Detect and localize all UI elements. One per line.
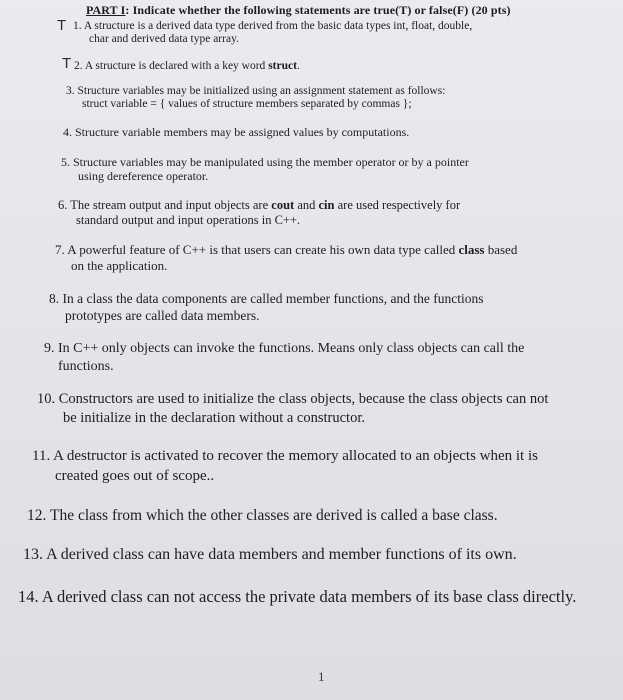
question-text: A destructor is activated to recover the memory allocated to an objects when it is <box>53 448 538 464</box>
question-6 <box>58 198 460 228</box>
question-line <box>58 213 460 228</box>
question-line <box>66 98 445 111</box>
question-text: using dereference operator. <box>78 169 209 183</box>
question-text: standard output and input operations in C++. <box>76 213 301 227</box>
question-line <box>37 390 548 409</box>
question-line <box>44 340 524 358</box>
question-1 <box>73 20 472 46</box>
question-number: 10. <box>37 391 56 407</box>
question-10 <box>37 390 548 428</box>
question-number: 7. <box>55 242 65 257</box>
question-number: 3. <box>66 85 75 97</box>
question-text: char and derived data type array. <box>89 33 239 45</box>
question-text: A derived class can not access the private data members of its base class directly. <box>41 587 577 606</box>
question-text: Structure variable members may be assigned values by computations. <box>75 125 410 139</box>
question-8 <box>49 290 483 324</box>
question-line <box>32 446 538 466</box>
question-text: functions. <box>58 359 114 374</box>
question-text: In a class the data components are called member functions, and the functions <box>62 291 484 306</box>
handwritten-answer-mark: T <box>57 17 67 34</box>
question-number: 11. <box>32 448 51 464</box>
question-number: 5. <box>61 155 70 169</box>
question-text: Structure variables may be initialized using an assignment statement as follows: <box>77 85 446 97</box>
question-4 <box>63 125 409 140</box>
question-2 <box>74 60 300 72</box>
keyword-class: class <box>458 242 485 257</box>
question-number: 13. <box>23 546 43 563</box>
question-9 <box>44 340 524 376</box>
question-number: 1. <box>73 20 82 32</box>
question-text: Constructors are used to initialize the class objects, because the class objects can not <box>58 391 549 407</box>
question-text: be initialize in the declaration without a constructor. <box>63 410 365 426</box>
question-number: 14. <box>18 587 39 606</box>
question-number: 9. <box>44 341 55 356</box>
part-label: PART I <box>86 3 126 17</box>
question-line <box>66 85 445 98</box>
question-number: 6. <box>58 198 68 212</box>
question-line <box>61 155 469 169</box>
question-11 <box>32 446 538 486</box>
question-number: 12. <box>27 507 47 524</box>
question-text: The stream output and input objects are <box>70 198 272 212</box>
question-text: A structure is declared with a key word <box>84 60 269 72</box>
question-number: 8. <box>49 291 60 306</box>
question-text: struct variable = { values of structure members separated by commas }; <box>82 98 412 110</box>
question-text: created goes out of scope.. <box>55 468 215 484</box>
question-line <box>37 409 548 428</box>
question-line <box>55 258 517 274</box>
keyword-cin: cin <box>318 198 335 212</box>
question-text: based <box>484 242 518 257</box>
question-13 <box>23 546 517 564</box>
question-line <box>49 290 483 307</box>
question-12 <box>27 507 498 525</box>
keyword-struct: struct <box>268 60 297 72</box>
question-number: 2. <box>74 60 83 72</box>
header-instruction: : Indicate whether the following statements are true(T) or false(F) (20 pts) <box>125 3 511 17</box>
question-line <box>49 307 483 324</box>
question-text: A structure is a derived data type derived from the basic data types int, float, double, <box>83 20 473 32</box>
question-3 <box>66 85 445 111</box>
question-text: on the application. <box>71 258 168 273</box>
question-text: In C++ only objects can invoke the functions. Means only class objects can call the <box>58 341 525 356</box>
question-line <box>44 358 524 376</box>
question-line <box>73 33 472 46</box>
question-text: are used respectively for <box>334 198 461 212</box>
question-text: prototypes are called data members. <box>65 308 260 323</box>
question-line <box>61 169 469 183</box>
question-line <box>55 242 517 258</box>
question-line <box>58 198 460 213</box>
question-text: Structure variables may be manipulated using the member operator or by a pointer <box>73 155 469 169</box>
question-text: . <box>296 60 300 72</box>
question-14 <box>18 587 576 607</box>
section-header <box>86 3 511 18</box>
question-text: and <box>294 198 319 212</box>
question-line <box>32 466 538 486</box>
question-5 <box>61 155 469 183</box>
keyword-cout: cout <box>271 198 295 212</box>
question-text: The class from which the other classes are derived is called a base class. <box>49 507 498 524</box>
handwritten-answer-mark: T <box>62 55 72 72</box>
page-number: 1 <box>318 669 325 684</box>
question-line <box>73 20 472 33</box>
question-7 <box>55 242 517 274</box>
question-text: A derived class can have data members and member functions of its own. <box>46 546 517 563</box>
question-number: 4. <box>63 125 72 139</box>
question-text: A powerful feature of C++ is that users can create his own data type called <box>67 242 459 257</box>
